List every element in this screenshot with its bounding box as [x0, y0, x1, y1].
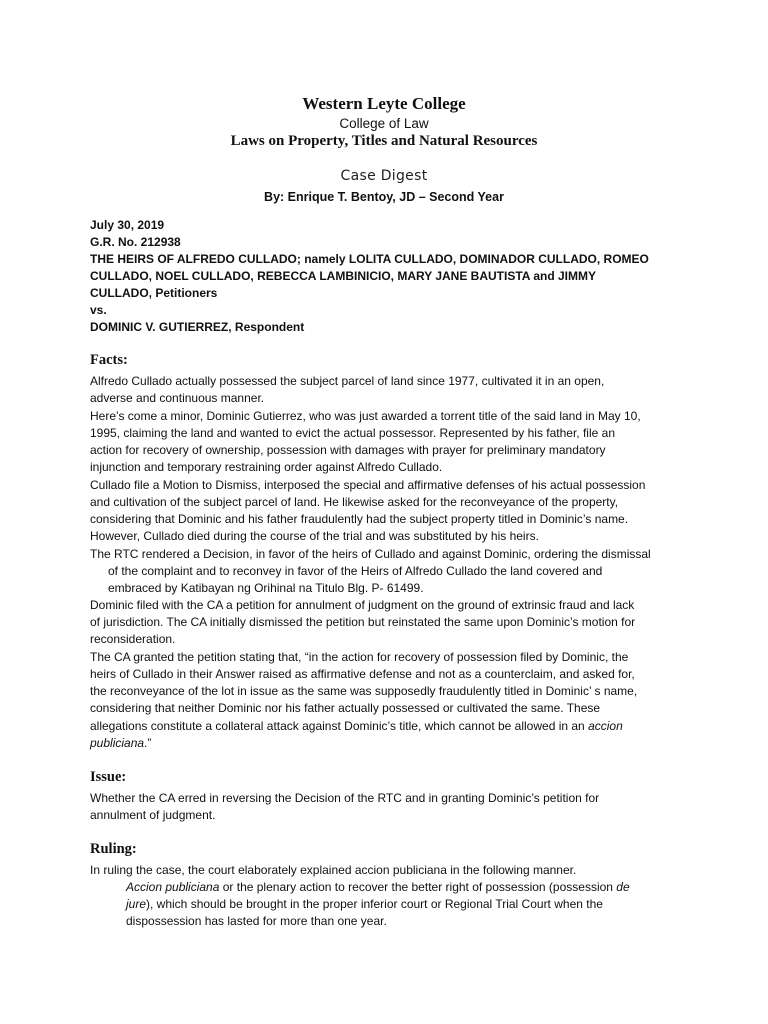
facts-line: of the complaint and to reconvey in favor of the Heirs of Alfredo Cullado the land covered and	[108, 564, 603, 578]
facts-line: considering that neither Dominic nor his father actually possessed or cultivated the same. These	[90, 701, 601, 715]
facts-line	[90, 735, 151, 752]
facts-heading: Facts:	[90, 352, 128, 368]
issue-heading: Issue:	[90, 769, 127, 785]
facts-line: The CA granted the petition stating that, “in the action for recovery of possession filed by Dominic, the	[90, 650, 629, 664]
petitioners-line: THE HEIRS OF ALFREDO CULLADO; namely LOLITA CULLADO, DOMINADOR CULLADO, ROMEO	[90, 252, 649, 266]
case-date: July 30, 2019	[90, 218, 165, 232]
facts-line: and cultivation of the subject parcel of land. He likewise asked for the reconveyance of the property,	[90, 495, 619, 509]
facts-line: considering that Dominic and his father fraudulently had the subject property titled in Dominic’s name.	[90, 512, 629, 526]
respondent-line: DOMINIC V. GUTIERREZ, Respondent	[90, 320, 305, 334]
ruling-line: In ruling the case, the court elaborately explained accion publiciana in the following manner.	[90, 863, 577, 877]
ruling-line	[126, 879, 630, 896]
facts-line: Dominic filed with the CA a petition for annulment of judgment on the ground of extrinsic fraud and lack	[90, 598, 635, 612]
facts-line: injunction and temporary restraining order against Alfredo Cullado.	[90, 460, 443, 474]
case-number: G.R. No. 212938	[90, 235, 181, 249]
facts-line: the reconveyance of the lot in issue as the same was supposedly fraudulently titled in Dominic’ s name,	[90, 684, 638, 698]
school-name: Western Leyte College	[302, 94, 466, 113]
facts-text-italic: accion	[588, 719, 623, 733]
ruling-text-italic: Accion publiciana	[126, 880, 220, 894]
ruling-text: or the plenary action to recover the better right of possession (possession	[219, 880, 617, 894]
ruling-text: ), which should be brought in the proper inferior court or Regional Trial Court when the	[146, 897, 603, 911]
college-name: College of Law	[339, 116, 429, 131]
issue-line: annulment of judgment.	[90, 808, 216, 822]
facts-line: heirs of Cullado in their Answer raised as affirmative defense and not as a counterclaim, and asked for,	[90, 667, 635, 681]
facts-line: adverse and continuous manner.	[90, 391, 265, 405]
petitioners-line: CULLADO, Petitioners	[90, 286, 218, 300]
facts-text: allegations constitute a collateral attack against Dominic’s title, which cannot be allowed in an	[90, 719, 589, 733]
facts-line: The RTC rendered a Decision, in favor of the heirs of Cullado and against Dominic, ordering the dismissal	[90, 547, 651, 561]
ruling-text-italic: jure	[126, 897, 147, 911]
ruling-line: dispossession has lasted for more than one year.	[126, 914, 387, 928]
facts-text-italic: publiciana	[90, 736, 145, 750]
facts-line: 1995, claiming the land and wanted to evict the actual possessor. Represented by his father, file an	[90, 426, 615, 440]
facts-line: However, Cullado died during the course of the trial and was substituted by his heirs.	[90, 529, 539, 543]
versus-label: vs.	[90, 303, 107, 317]
facts-line: Alfredo Cullado actually possessed the subject parcel of land since 1977, cultivated it in an open,	[90, 374, 605, 388]
petitioners-line: CULLADO, NOEL CULLADO, REBECCA LAMBINICIO, MARY JANE BAUTISTA and JIMMY	[90, 269, 597, 283]
facts-line: of jurisdiction. The CA initially dismissed the petition but reinstated the same upon Dominic’s motion for	[90, 615, 636, 629]
facts-text: .”	[144, 736, 152, 750]
ruling-heading: Ruling:	[90, 841, 137, 857]
ruling-line	[126, 896, 603, 913]
issue-line: Whether the CA erred in reversing the Decision of the RTC and in granting Dominic’s petition for	[90, 791, 600, 805]
facts-line: embraced by Katibayan ng Orihinal na Titulo Blg. P- 61499.	[108, 581, 424, 595]
facts-line: Cullado file a Motion to Dismiss, interposed the special and affirmative defenses of his actual possession	[90, 478, 646, 492]
facts-line: reconsideration.	[90, 632, 176, 646]
facts-line: action for recovery of ownership, possession with damages with prayer for preliminary mandatory	[90, 443, 606, 457]
facts-line	[90, 718, 623, 735]
ruling-text-italic: de	[616, 880, 630, 894]
document-type: Case Digest	[340, 168, 428, 184]
course-title: Laws on Property, Titles and Natural Resources	[230, 133, 538, 149]
author-line: By: Enrique T. Bentoy, JD – Second Year	[264, 190, 504, 204]
facts-line: Here’s come a minor, Dominic Gutierrez, who was just awarded a torrent title of the said land in May 10,	[90, 409, 641, 423]
